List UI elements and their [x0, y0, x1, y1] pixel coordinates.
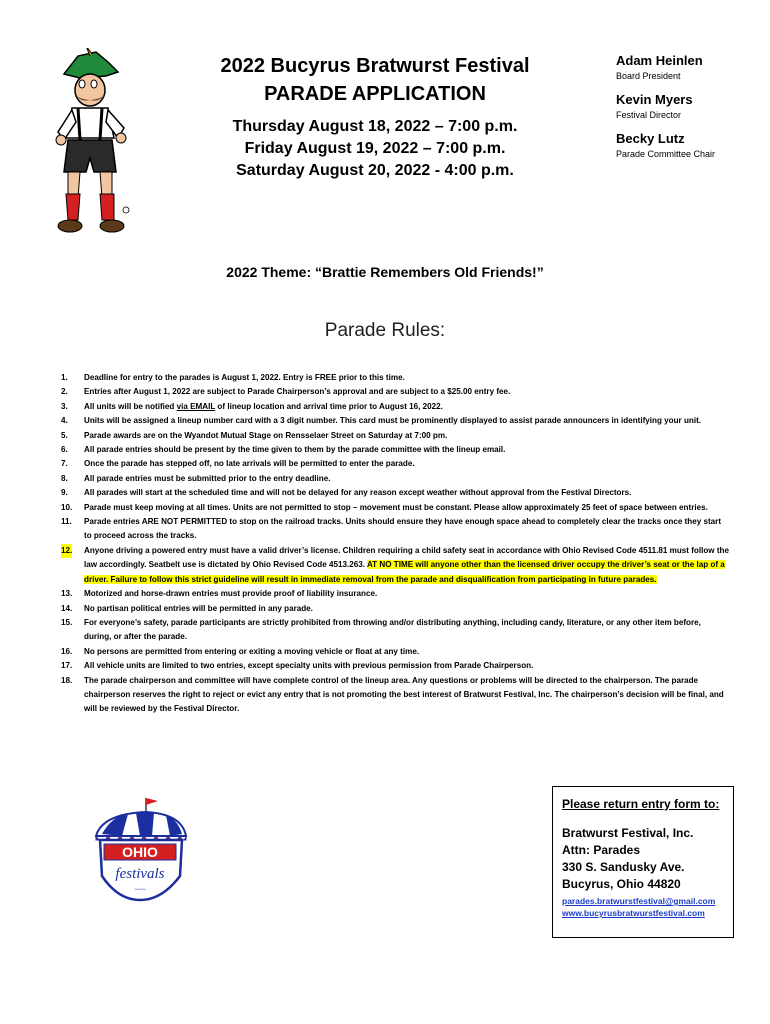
- rule-item: [50, 472, 730, 486]
- header-title-block: [180, 52, 570, 182]
- parade-date-thursday: Thursday August 18, 2022 – 7:00 p.m.: [232, 118, 518, 135]
- rule-number: 15.: [61, 617, 73, 627]
- parade-date-saturday: Saturday August 20, 2022 - 4:00 p.m.: [236, 162, 514, 179]
- rule-item: [50, 443, 730, 457]
- rule-text: Parade entries ARE NOT PERMITTED to stop on the railroad tracks. Units should ensure they have enough space ahead to completely clear the tracks once they start to proceed across the tracks.: [84, 517, 722, 541]
- rule-text: Units will be assigned a lineup number card with a 3 digit number. This card must be prominently displayed to assist parade announcers in identifying your unit.: [84, 416, 702, 426]
- rule-text: Deadline for entry to the parades is August 1, 2022. Entry is FREE prior to this time.: [84, 373, 405, 382]
- festival-title: 2022 Bucyrus Bratwurst Festival: [220, 55, 530, 77]
- officers-list: [616, 52, 766, 169]
- rule-item: [50, 587, 730, 601]
- parade-theme: 2022 Theme: “Brattie Remembers Old Friends!”: [226, 264, 544, 280]
- rule-text-post: of lineup location and arrival time prior to August 16, 2022.: [215, 401, 443, 411]
- parade-rules-list: [50, 371, 730, 717]
- rule-number: 13.: [61, 589, 73, 599]
- rule-text: Motorized and horse-drawn entries must provide proof of liability insurance.: [84, 589, 378, 599]
- address-line-org: Bratwurst Festival, Inc.: [562, 826, 694, 840]
- rule-text: All parade entries must be submitted prior to the entry deadline.: [84, 473, 331, 483]
- svg-text:~~~: ~~~: [134, 886, 146, 894]
- rule-item: [50, 429, 730, 443]
- rule-number: 10.: [61, 502, 73, 512]
- rule-item: [50, 385, 730, 399]
- rule-text: Parade must keep moving at all times. Units are not permitted to stop – movement must be constant. Please allow approximately 25 feet of space between entries.: [84, 502, 708, 512]
- rule-number: 11.: [61, 517, 72, 527]
- application-title: PARADE APPLICATION: [264, 83, 486, 105]
- rule-item: [50, 501, 730, 515]
- logo-ohio-text: OHIO: [122, 844, 158, 860]
- rule-number: 5.: [61, 430, 68, 440]
- rule-text: All parades will start at the scheduled time and will not be delayed for any reason except weather without approval from the Festival Directors.: [84, 488, 632, 498]
- rule-item: [50, 645, 730, 659]
- officer-role: Parade Committee Chair: [616, 149, 716, 159]
- officer-name: Kevin Myers: [616, 92, 693, 107]
- email-link[interactable]: parades.bratwurstfestival@gmail.com: [562, 896, 716, 906]
- address-line-street: 330 S. Sandusky Ave.: [562, 860, 685, 874]
- rule-text-underlined: via EMAIL: [176, 401, 216, 411]
- officer-festival-director: [616, 91, 766, 122]
- rule-item: [50, 457, 730, 471]
- rule-text: Entries after August 1, 2022 are subject to Parade Chairperson’s approval and are subject to a $25.00 entry fee.: [84, 387, 511, 397]
- rule-number: 12.: [61, 544, 72, 558]
- return-title: Please return entry form to:: [562, 797, 720, 811]
- rule-number: 9.: [61, 488, 68, 498]
- rule-number: 8.: [61, 473, 68, 483]
- parade-date-friday: Friday August 19, 2022 – 7:00 p.m.: [244, 140, 506, 157]
- rule-item: [50, 400, 730, 414]
- mailing-address: [562, 825, 693, 893]
- rule-item: [50, 486, 730, 500]
- rule-number: 4.: [61, 416, 68, 426]
- rule-item-highlighted: [50, 544, 730, 587]
- rule-text: Parade awards are on the Wyandot Mutual Stage on Rensselaer Street on Saturday at 7:00 pm.: [84, 430, 448, 440]
- rule-item: [50, 659, 730, 673]
- logo-script-text: festivals: [115, 866, 165, 882]
- rule-text-pre: Anyone driving a powered entry must have a valid driver’s license. Children requiring a child safety seat in accordance with Ohio Revised Code 4511.81 must follow the law accordingly. Seatbelt use is dictated by Ohio Revised Code 4513.263.: [84, 545, 729, 570]
- rule-text-highlighted: AT NO TIME will anyone other than the licensed driver occupy the driver’s seat or the lap of a driver. Failure to follow this strict guideline will result in immediate removal from the parade and disqualification from participating in future parades.: [84, 560, 725, 584]
- officer-name: Adam Heinlen: [616, 53, 703, 68]
- rules-heading: Parade Rules:: [324, 320, 446, 341]
- rule-item: [50, 674, 730, 717]
- brattie-mascot-illustration: [50, 48, 134, 238]
- rule-number: 14.: [61, 603, 73, 613]
- rule-number: 6.: [61, 445, 68, 455]
- rule-text: No partisan political entries will be permitted in any parade.: [84, 603, 313, 613]
- rule-item: [50, 602, 730, 616]
- rule-number: 2.: [61, 387, 68, 397]
- rule-number: 18.: [61, 675, 73, 685]
- officer-board-president: [616, 52, 766, 83]
- rule-item: [50, 371, 730, 385]
- rule-number: 1.: [61, 373, 68, 382]
- rule-number: 16.: [61, 646, 73, 656]
- website-link[interactable]: www.bucyrusbratwurstfestival.com: [562, 908, 705, 918]
- address-line-attn: Attn: Parades: [562, 843, 641, 857]
- ohio-festivals-logo: [92, 796, 190, 906]
- return-entry-box: [552, 786, 734, 938]
- rule-text: All parade entries should be present by the time given to them by the parade committee with the lineup email.: [84, 445, 506, 455]
- address-line-city: Bucyrus, Ohio 44820: [562, 877, 681, 891]
- officer-role: Festival Director: [616, 110, 682, 120]
- rule-number: 7.: [61, 459, 68, 469]
- rule-text: The parade chairperson and committee will have complete control of the lineup area. Any questions or problems will be directed to the chairperson. The parade chairperson reserves the right to reject or evict any entry that is not promoting the best interest of Bratwurst Festival, Inc. The chairperson’s decision will be final, and will be reviewed by the Festival Director.: [84, 675, 724, 714]
- rule-text: All vehicle units are limited to two entries, except specialty units with previous permission from Parade Chairperson.: [84, 661, 534, 671]
- rule-text: For everyone’s safety, parade participants are strictly prohibited from throwing and/or distributing anything, including candy, literature, or any other item before, during, or after the parade.: [84, 617, 701, 642]
- rule-item: [50, 414, 730, 428]
- officer-name: Becky Lutz: [616, 131, 685, 146]
- rule-text: Once the parade has stepped off, no late arrivals will be permitted to enter the parade.: [84, 459, 415, 469]
- rule-item: [50, 515, 730, 544]
- rule-text-pre: All units will be notified: [84, 401, 177, 411]
- officer-parade-chair: [616, 130, 766, 161]
- rule-number: 17.: [61, 661, 73, 671]
- rule-item: [50, 616, 730, 645]
- rule-text: No persons are permitted from entering or exiting a moving vehicle or float at any time.: [84, 646, 420, 656]
- officer-role: Board President: [616, 71, 681, 81]
- rule-number: 3.: [61, 401, 68, 411]
